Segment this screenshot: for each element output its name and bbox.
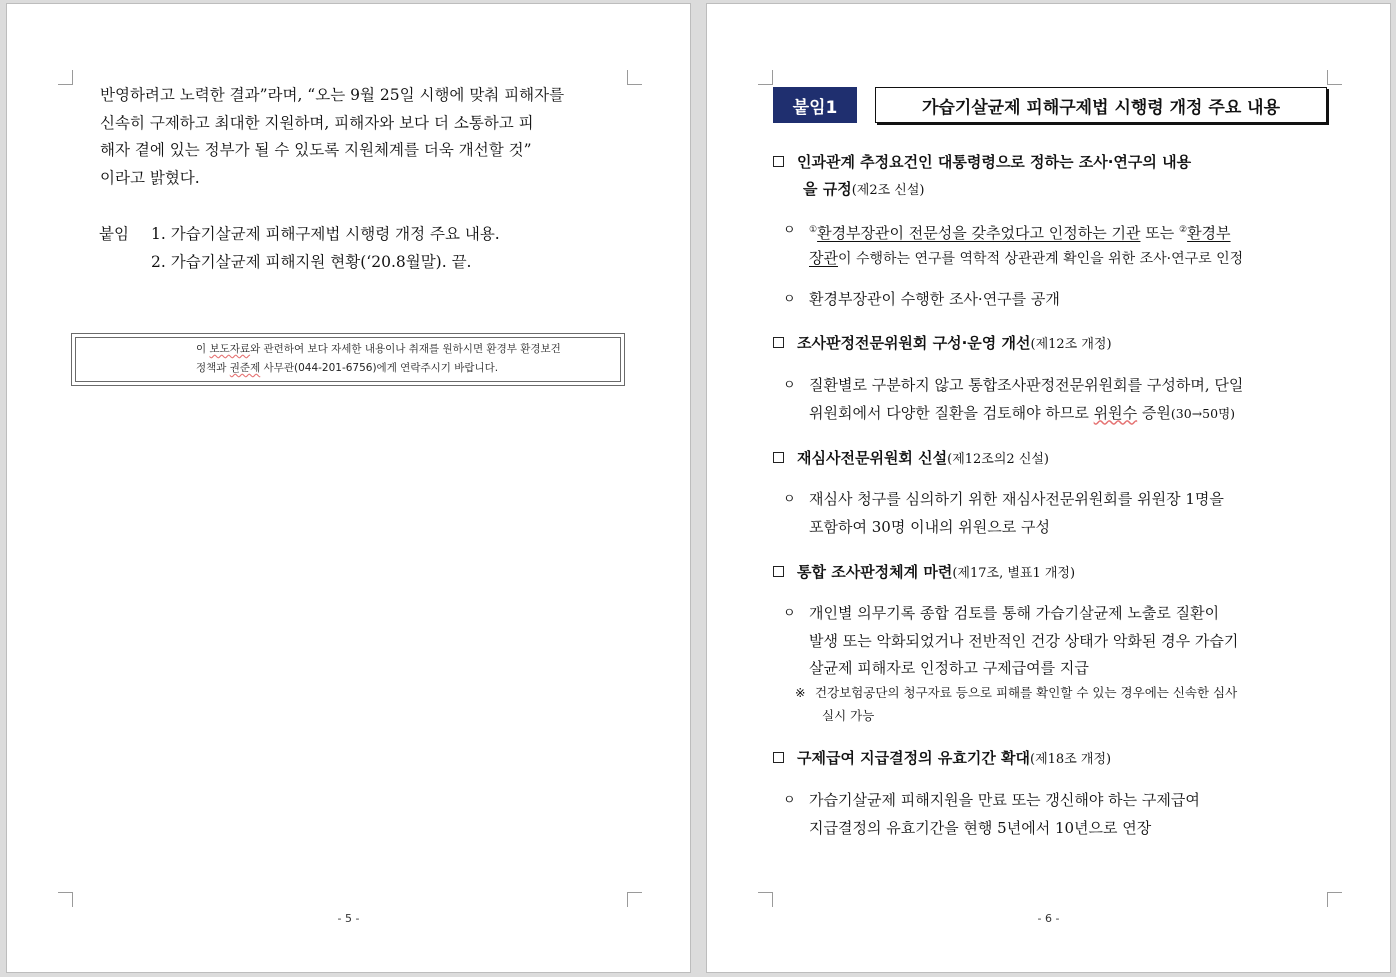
crop-mark bbox=[58, 892, 73, 907]
bullet-line bbox=[809, 400, 1235, 428]
section-ref: (제17조, 별표1 개정) bbox=[952, 566, 1076, 581]
note-line: 실시 가능 bbox=[822, 708, 875, 723]
page-number: - 5 - bbox=[337, 912, 360, 925]
paragraph-line: 해자 곁에 있는 정부가 될 수 있도록 지원체계를 더욱 개선할 것” bbox=[100, 141, 532, 159]
section-ref: (제18조 개정) bbox=[1030, 752, 1112, 767]
crop-mark bbox=[627, 892, 642, 907]
document-page-5 bbox=[6, 3, 691, 973]
underlined-text: 환경부장관이 전문성을 갖추었다고 인정하는 기관 bbox=[817, 224, 1141, 242]
bullet-line: 재심사 청구를 심의하기 위한 재심사전문위원회를 위원장 1명을 bbox=[809, 490, 1224, 508]
checkbox-square-icon bbox=[773, 752, 784, 763]
bullet-text: 또는 bbox=[1140, 224, 1179, 242]
attachment-text: 1. 가습기살균제 피해구제법 시행령 개정 주요 내용. bbox=[151, 225, 500, 243]
checkbox-square-icon bbox=[773, 156, 784, 167]
section-4 bbox=[773, 559, 1329, 586]
paragraph-line: 반영하려고 노력한 결과”라며, “오는 9월 25일 시행에 맞춰 피해자를 bbox=[100, 86, 565, 104]
bullet-item bbox=[783, 286, 1329, 314]
crop-mark bbox=[627, 70, 642, 85]
attachment-text: 2. 가습기살균제 피해지원 현황(‘20.8월말). 끝. bbox=[151, 253, 472, 271]
section-heading bbox=[803, 176, 924, 204]
section-heading-text: 재심사전문위원회 신설 bbox=[797, 449, 948, 467]
bullet-icon: ㅇ bbox=[783, 492, 796, 507]
section-2 bbox=[773, 330, 1329, 357]
crop-mark bbox=[1327, 70, 1342, 85]
contact-text-part: 보도자료 bbox=[209, 343, 251, 355]
bullet-line: 지급결정의 유효기간을 현행 5년에서 10년으로 연장 bbox=[809, 818, 1152, 837]
attachment-badge: 붙임1 bbox=[773, 87, 857, 123]
bullet-item bbox=[783, 372, 1329, 428]
contact-text bbox=[196, 340, 621, 378]
bullet-item bbox=[783, 217, 1329, 273]
bullet-text: 증원 bbox=[1137, 403, 1171, 422]
section-heading-text: 조사판정전문위원회 구성·운영 개선 bbox=[797, 334, 1031, 352]
circled-number: ② bbox=[1178, 225, 1188, 235]
bullet-line: 환경부장관이 수행한 조사·연구를 공개 bbox=[809, 290, 1060, 308]
bullet-icon: ㅇ bbox=[783, 378, 796, 393]
contact-text-part: 사무관(044-201-6756)에게 연락주시기 바랍니다. bbox=[260, 362, 499, 374]
attachment-label: 붙임 bbox=[99, 225, 129, 243]
contact-text-part: 와 관련하여 보다 자세한 내용이나 취재를 원하시면 환경부 환경보건 bbox=[250, 343, 561, 355]
checkbox-square-icon bbox=[773, 566, 784, 577]
bullet-text: 이 수행하는 연구를 역학적 상관관계 확인을 위한 조사·연구로 인정 bbox=[837, 250, 1244, 267]
contact-text-part: 이 bbox=[196, 343, 210, 355]
bullet-item bbox=[783, 600, 1329, 683]
note-mark: ※ bbox=[795, 685, 806, 700]
bullet-icon: ㅇ bbox=[783, 223, 796, 238]
contact-box bbox=[71, 333, 625, 386]
section-heading-text: 구제급여 지급결정의 유효기간 확대 bbox=[797, 749, 1031, 767]
bullet-text: 위원회에서 다양한 질환을 검토해야 하므로 bbox=[809, 403, 1094, 422]
crop-mark bbox=[1327, 892, 1342, 907]
paragraph-line: 이라고 밝혔다. bbox=[100, 168, 200, 187]
contact-text-part: 권준제 bbox=[229, 362, 261, 374]
section-ref: (제2조 신설) bbox=[851, 183, 925, 198]
paragraph-line: 신속히 구제하고 최대한 지원하며, 피해자와 보다 더 소통하고 피 bbox=[100, 113, 534, 132]
bullet-line: 포함하여 30명 이내의 위원으로 구성 bbox=[809, 517, 1051, 536]
section-3 bbox=[773, 445, 1329, 472]
section-ref: (제12조 개정) bbox=[1030, 337, 1112, 352]
section-1 bbox=[773, 149, 1329, 203]
crop-mark bbox=[758, 892, 773, 907]
page-number: - 6 - bbox=[1037, 912, 1060, 925]
bullet-line: 개인별 의무기록 종합 검토를 통해 가습기살균제 노출로 질환이 bbox=[809, 604, 1220, 622]
underlined-text: 장관 bbox=[809, 248, 838, 267]
section-ref: (제12조의2 신설) bbox=[947, 452, 1050, 467]
section-heading bbox=[797, 745, 1111, 773]
bullet-line: 발생 또는 악화되었거나 전반적인 건강 상태가 악화된 경우 가습기 bbox=[809, 631, 1239, 650]
attachment-title: 가습기살균제 피해구제법 시행령 개정 주요 내용 bbox=[875, 87, 1327, 123]
section-heading bbox=[797, 559, 1075, 587]
circled-number: ① bbox=[809, 225, 818, 235]
checkbox-square-icon bbox=[773, 337, 784, 348]
bullet-item bbox=[783, 787, 1329, 843]
section-heading bbox=[797, 330, 1112, 358]
section-5 bbox=[773, 745, 1329, 772]
bullet-text: (30→50명) bbox=[1170, 405, 1236, 421]
section-heading-text: 을 규정 bbox=[803, 180, 852, 198]
section-heading-text: 통합 조사판정체계 마련 bbox=[797, 563, 953, 581]
note-line: 건강보험공단의 청구자료 등으로 피해를 확인할 수 있는 경우에는 신속한 심사 bbox=[815, 685, 1238, 700]
bullet-icon: ㅇ bbox=[783, 793, 796, 808]
bullet-item bbox=[783, 486, 1329, 542]
underlined-text: 환경부 bbox=[1187, 224, 1231, 242]
body-paragraph bbox=[100, 82, 628, 192]
bullet-icon: ㅇ bbox=[783, 292, 796, 307]
bullet-line bbox=[809, 217, 1231, 248]
document-page-6 bbox=[706, 3, 1391, 973]
bullet-line: 살균제 피해자로 인정하고 구제급여를 지급 bbox=[809, 659, 1089, 677]
note bbox=[795, 682, 1329, 728]
crop-mark bbox=[758, 70, 773, 85]
bullet-line: 가습기살균제 피해지원을 만료 또는 갱신해야 하는 구제급여 bbox=[809, 791, 1200, 809]
checkbox-square-icon bbox=[773, 452, 784, 463]
section-heading: 인과관계 추정요건인 대통령령으로 정하는 조사·연구의 내용 bbox=[797, 153, 1192, 171]
bullet-text: 위원수 bbox=[1093, 403, 1138, 422]
bullet-icon: ㅇ bbox=[783, 606, 796, 621]
contact-text-part: 정책과 bbox=[196, 362, 230, 374]
section-heading bbox=[797, 445, 1049, 473]
crop-mark bbox=[58, 70, 73, 85]
bullet-line: 질환별로 구분하지 않고 통합조사판정전문위원회를 구성하며, 단일 bbox=[809, 376, 1244, 394]
bullet-line bbox=[809, 245, 1243, 274]
